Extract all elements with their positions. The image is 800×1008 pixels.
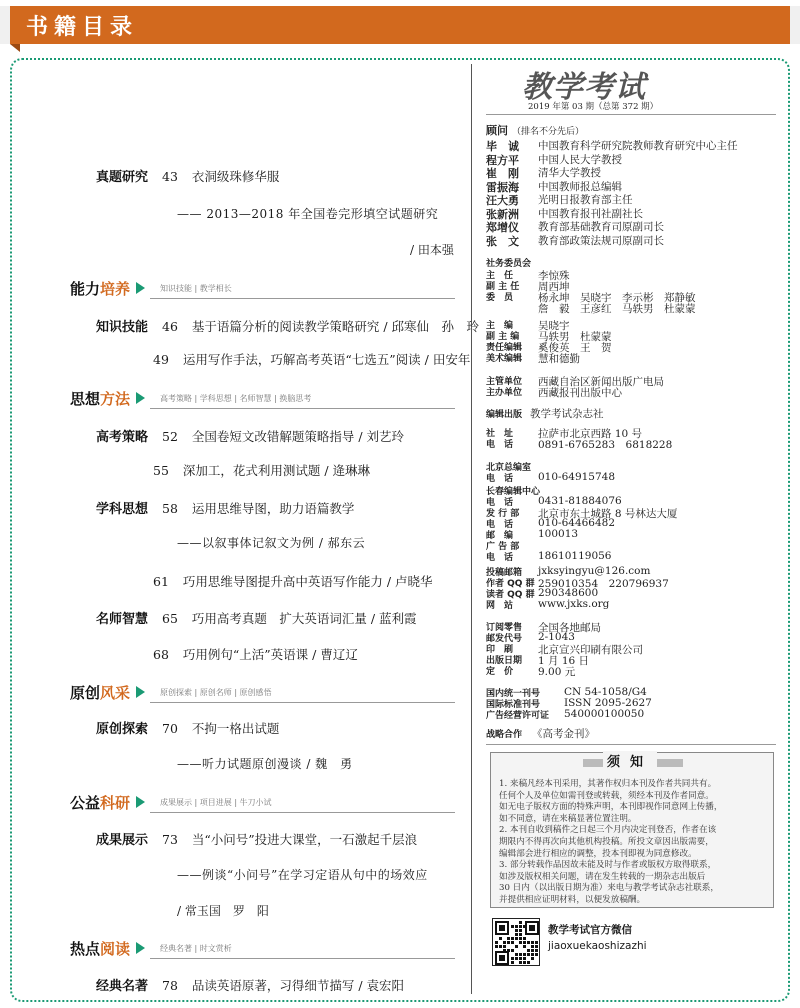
masthead-row-value: 100013 [538, 528, 579, 540]
notice-line: 如涉及版权相关问题，请在发生转载的一期杂志出版后 [499, 871, 706, 882]
qr-module [519, 957, 522, 960]
masthead-row-label: 作者 QQ 群 [486, 579, 535, 589]
qr-module [515, 957, 518, 960]
toc-title: 运用思维导图，助力语篇教学 [191, 501, 355, 516]
masthead-row-value: 西藏自治区新闻出版广电局 [538, 376, 664, 388]
qr-module [495, 941, 498, 944]
masthead-row-value: 教育部基础教育司原副司长 [538, 221, 664, 233]
section-tags: 原创探索 | 原创名师 | 原创感悟 [160, 688, 272, 697]
masthead-row-label: 出版日期 [486, 656, 523, 666]
qr-module [523, 953, 526, 956]
qr-module [499, 937, 502, 940]
masthead-row-label: 广告经营许可证 [486, 711, 550, 721]
qr-module [515, 937, 518, 940]
toc-title: 基于语篇分析的阅读教学策略研究 / 邱寒仙 孙 玲 [191, 319, 480, 334]
masthead-row [486, 385, 622, 399]
qr-module [511, 949, 514, 952]
beijing-heading: 北京总编室 [486, 463, 532, 473]
qr-module [503, 941, 506, 944]
masthead-row-label: 定 价 [486, 667, 514, 677]
masthead-row-value: 慧和德勤 [538, 353, 580, 365]
notice-line: 编辑部会进行相应的调整，投本刊即视为同意修改。 [499, 848, 697, 859]
section-rule [150, 702, 455, 703]
toc-entry[interactable] [96, 426, 404, 445]
masthead-row-label: 委 员 [486, 293, 514, 303]
qr-module [519, 925, 522, 928]
toc-page: 70 [162, 721, 178, 736]
qr-module [511, 961, 514, 964]
toc-entry[interactable] [96, 316, 479, 335]
masthead-row-value: jxksyingyu@126.com [538, 565, 651, 577]
masthead-logo: 教学考试 [522, 70, 646, 105]
masthead-row-value: 马轶男 杜蒙蒙 [538, 331, 612, 343]
masthead-row-label: 毕 诚 [486, 140, 519, 153]
masthead-row-label: 读者 QQ 群 [486, 590, 535, 600]
toc-entry[interactable] [153, 350, 470, 368]
toc-author: / 常玉国 罗 阳 [177, 904, 269, 918]
masthead-row-label: 订阅零售 [486, 623, 523, 633]
masthead-row-label: 投稿邮箱 [486, 568, 523, 578]
masthead-row-value: 周西坤 [538, 281, 570, 293]
masthead-row-value: 540000100050 [564, 708, 645, 720]
qr-module [519, 953, 522, 956]
section-header [70, 682, 455, 704]
qr-module [511, 957, 514, 960]
section-name: 能力培养 [70, 280, 131, 298]
qr-module [503, 949, 506, 952]
toc-category: 原创探索 [96, 722, 149, 737]
qr-module [519, 933, 522, 936]
toc-subtitle: ——听力试题原创漫谈 / 魏 勇 [177, 757, 353, 771]
masthead-row-label: 雷振海 [486, 180, 519, 194]
notice-line: 期限内不得再次向其他机构投稿。所投文章因出版需要， [499, 837, 714, 847]
publisher-row: 编辑出版 教学考试杂志社 [486, 408, 604, 420]
section-tags: 高考策略 | 学科思想 | 名师智慧 | 换脑思考 [160, 394, 312, 403]
toc-page: 58 [162, 501, 178, 516]
section-header [70, 938, 455, 960]
notice-line: 任何个人及单位如需刊登或转载，须经本刊及作者同意。 [499, 790, 714, 801]
toc-category: 学科思想 [96, 502, 149, 517]
toc-page: 61 [153, 574, 169, 589]
toc-page: 52 [162, 429, 178, 444]
masthead-row-value: 拉萨市北京西路 10 号 [538, 428, 643, 440]
masthead-row-value: ISSN 2095-2627 [564, 697, 652, 709]
notice-line: 3. 部分转载作品因故未能及时与作者或版权方取得联系， [499, 860, 717, 871]
masthead-row-value: CN 54-1058/G4 [564, 686, 647, 698]
qr-module [515, 945, 518, 948]
masthead-row-value: www.jxks.org [538, 598, 610, 610]
qr-module [535, 949, 538, 952]
toc-entry[interactable] [153, 645, 358, 663]
masthead-rule [486, 114, 776, 115]
masthead-row-label: 国际标准刊号 [486, 700, 541, 710]
masthead-row-label: 网 站 [486, 601, 514, 611]
toc-page: 43 [162, 169, 178, 184]
qr-finder [529, 925, 535, 931]
toc-title: 不拘一格出试题 [191, 721, 280, 736]
masthead-row [486, 351, 580, 365]
section-arrow-icon [136, 942, 145, 954]
qr-module [519, 941, 522, 944]
masthead-row-value: 290348600 [538, 587, 599, 599]
qr-module [527, 941, 530, 944]
section-arrow-icon [136, 796, 145, 808]
qr-finder [499, 955, 505, 961]
qr-module [523, 941, 526, 944]
masthead-row-label: 主办单位 [486, 388, 523, 398]
masthead-row [486, 471, 616, 484]
toc-category: 成果展示 [96, 833, 149, 848]
toc-page: 68 [153, 647, 169, 662]
qr-module [519, 937, 522, 940]
qr-module [531, 941, 534, 944]
masthead-row-value: 北京宣兴印刷有限公司 [538, 644, 643, 656]
toc-entry[interactable] [96, 608, 417, 627]
notice-line: 2. 本刊自收到稿件之日起三个月内决定刊登否，作者在该 [499, 825, 717, 836]
toc-page: 73 [162, 832, 178, 847]
masthead-row-label: 电 话 [486, 474, 514, 484]
masthead-row-label: 崔 刚 [486, 167, 519, 180]
toc-entry[interactable] [153, 461, 370, 479]
masthead-row-value: 010-64915748 [538, 471, 616, 483]
masthead-row-value: 詹 毅 王彦红 马轶男 杜蒙蒙 [538, 303, 696, 315]
masthead-row-label: 副 主 任 [486, 282, 520, 292]
masthead-row-label: 社 址 [486, 429, 514, 439]
section-rule [150, 298, 455, 299]
masthead-row-label: 电 话 [486, 440, 514, 450]
toc-entry[interactable] [96, 718, 279, 737]
notice-line: 1. 来稿凡经本刊采用，其著作权归本刊及作者共同共有。 [499, 779, 717, 789]
issue-number: 2019 年第 03 期（总第 372 期） [528, 102, 659, 112]
qr-module [531, 949, 534, 952]
masthead-row-label: 电 话 [486, 553, 514, 563]
masthead-row-value: 中国人民大学教授 [538, 153, 622, 166]
toc-page: 46 [162, 319, 178, 334]
qr-module [507, 941, 510, 944]
masthead-row-label: 主 编 [486, 321, 514, 331]
masthead-row-label: 国内统一刊号 [486, 689, 541, 699]
toc-category: 高考策略 [96, 430, 149, 445]
masthead-row [486, 598, 610, 611]
qr-module [507, 949, 510, 952]
masthead-row-label: 邮 编 [486, 531, 514, 541]
toc-entry[interactable] [96, 829, 417, 848]
qr-module [535, 941, 538, 944]
committee-heading: 社务委员会 [486, 259, 532, 269]
masthead-row-label: 责任编辑 [486, 343, 523, 353]
toc-title: 运用写作手法，巧解高考英语“七选五”阅读 / 田安年 [182, 352, 471, 367]
masthead-row-value: 9.00 元 [538, 666, 576, 678]
masthead-row-value: 李惊殊 [538, 270, 570, 282]
qr-module [531, 957, 534, 960]
notice-box [490, 752, 774, 908]
qr-module [523, 925, 526, 928]
section-tags: 经典名著 | 时文赏析 [160, 944, 232, 953]
qr-module [515, 933, 518, 936]
toc-subtitle: ——例谈“小问号”在学习定语从句中的场效应 [177, 868, 428, 882]
masthead-row-label: 副 主 编 [486, 332, 520, 342]
qr-module [519, 961, 522, 964]
qr-module [531, 945, 534, 948]
toc-title: 巧用思维导图提升高中英语写作能力 / 卢晓华 [182, 574, 433, 589]
qr-module [511, 937, 514, 940]
notice-line: 并提供相应证明材料，以便发放稿酬。 [499, 895, 646, 905]
toc-subtitle: —— 2013—2018 年全国卷完形填空试题研究 [177, 207, 439, 221]
toc-subtitle: ——以叙事体记叙文为例 / 郝东云 [177, 536, 366, 550]
masthead-row-label: 美术编辑 [486, 354, 523, 364]
advisors-heading: 顾问 （排名不分先后） [486, 124, 585, 137]
masthead-row [486, 233, 664, 249]
masthead-row-value: 中国教育科学研究院教师教育研究中心主任 [538, 140, 738, 152]
masthead-row-value: 1 月 16 日 [538, 655, 590, 667]
masthead-row-label: 印 刷 [486, 645, 514, 655]
masthead-row-label: 广 告 部 [486, 542, 520, 552]
masthead-row-label: 主管单位 [486, 377, 523, 387]
toc-title: 当“小问号”投进大课堂，一石激起千层浪 [191, 832, 418, 847]
masthead-row [486, 708, 645, 721]
masthead-row-label: 程方平 [486, 153, 519, 167]
qr-finder [499, 925, 505, 931]
toc-category: 经典名著 [96, 979, 149, 994]
toc-entry[interactable] [96, 498, 354, 517]
masthead-row [486, 550, 612, 563]
qr-module [523, 961, 526, 964]
column-divider [471, 64, 472, 994]
toc-title: 巧用高考真题 扩大英语词汇量 / 蓝利霞 [191, 611, 417, 626]
masthead-row [486, 437, 673, 451]
qr-module [527, 953, 530, 956]
toc-entry[interactable] [153, 572, 433, 590]
masthead-row [486, 290, 696, 304]
masthead-row-value: 西藏报刊出版中心 [538, 387, 622, 399]
wechat-label: 教学考试官方微信 [548, 924, 632, 936]
notice-header [583, 751, 683, 773]
section-header [70, 388, 455, 410]
toc-title: 深加工，花式利用测试题 / 逄琳琳 [182, 463, 371, 478]
partner-row: 战略合作 《高考金刊》 [486, 728, 596, 740]
toc-category: 名师智慧 [96, 612, 149, 627]
qr-module [515, 925, 518, 928]
qr-module [519, 929, 522, 932]
section-tags: 成果展示 | 项目进展 | 牛刀小试 [160, 798, 272, 807]
notice-line: 30 日内（以出版日期为准）来电与教学考试杂志社联系， [499, 883, 719, 894]
qr-code-icon [492, 918, 540, 966]
qr-module [507, 937, 510, 940]
qr-module [523, 957, 526, 960]
changchun-heading: 长春编辑中心 [486, 487, 541, 497]
section-name: 原创风采 [70, 684, 131, 702]
masthead-row-label: 主 任 [486, 271, 514, 281]
masthead-row-value: 259010354 220796937 [538, 578, 669, 590]
section-name: 热点阅读 [70, 940, 131, 958]
toc-category: 知识技能 [96, 320, 149, 335]
toc-page: 78 [162, 978, 178, 993]
qr-module [535, 953, 538, 956]
page-title: 书籍目录 [26, 15, 139, 40]
masthead-row-value: 光明日报教育部主任 [538, 194, 633, 206]
qr-module [535, 945, 538, 948]
masthead-row-value: 杨永坤 吴晓宇 李示彬 郑静敏 [538, 292, 696, 304]
toc-page: 49 [153, 352, 169, 367]
notice-heading: 须知 [603, 751, 657, 770]
masthead-row-value: 吴晓宇 [538, 320, 570, 332]
toc-title: 品读英语原著，习得细节描写 / 袁宏阳 [191, 978, 405, 993]
masthead-row-value: 奚俊英 王 贺 [538, 342, 612, 354]
qr-module [527, 961, 530, 964]
section-rule [150, 812, 455, 813]
masthead-row-value: 全国各地邮局 [538, 622, 601, 634]
section-arrow-icon [136, 392, 145, 404]
section-name: 思想方法 [70, 390, 131, 408]
masthead-row-label: 电 话 [486, 498, 514, 508]
notice-line: 如无电子版权方面的特殊声明，本刊即视作同意网上传播， [499, 802, 723, 813]
toc-title: 全国卷短文改错解题策略指导 / 刘艺玲 [191, 429, 405, 444]
toc-page: 55 [153, 463, 169, 478]
masthead-row-value: 0431-81884076 [538, 495, 622, 507]
masthead-row-label: 张 文 [486, 234, 519, 248]
masthead-row-value: 中国教育报刊社副社长 [538, 207, 643, 220]
section-name: 公益科研 [70, 794, 131, 812]
toc-author: / 田本强 [410, 243, 454, 257]
qr-module [511, 941, 514, 944]
masthead-row-value: 010-64466482 [538, 517, 616, 529]
qr-module [523, 937, 526, 940]
masthead-row-label: 汪大勇 [486, 194, 519, 207]
toc-category: 真题研究 [96, 170, 149, 185]
qr-module [495, 945, 498, 948]
masthead-row-label: 邮发代号 [486, 634, 523, 644]
section-tags: 知识技能 | 教学相长 [160, 284, 232, 293]
qr-module [531, 953, 534, 956]
masthead-row-label: 发 行 部 [486, 509, 520, 519]
section-header [70, 278, 455, 300]
section-rule [150, 958, 455, 959]
masthead-row-label: 电 话 [486, 520, 514, 530]
section-header [70, 792, 455, 814]
qr-module [519, 921, 522, 924]
masthead-row-value: 中国教师报总编辑 [538, 180, 622, 193]
masthead-row-label: 张新洲 [486, 207, 519, 221]
qr-module [523, 945, 526, 948]
notice-line: 如不同意，请在来稿显著位置注明。 [499, 813, 637, 824]
toc-entry[interactable] [96, 975, 404, 994]
qr-module [503, 945, 506, 948]
masthead-row-value: 2-1043 [538, 631, 575, 643]
masthead-row-value: 北京市东土城路 8 号林达大厦 [538, 508, 678, 520]
qr-module [515, 929, 518, 932]
masthead-row-value: 教育部政策法规司原副司长 [538, 234, 664, 247]
qr-module [499, 945, 502, 948]
qr-module [527, 949, 530, 952]
masthead-rule [486, 744, 776, 745]
masthead-row-value: 0891-6765283 6818228 [538, 439, 673, 451]
qr-module [511, 925, 514, 928]
masthead-row [486, 664, 576, 678]
masthead-row-value: 18610119056 [538, 550, 612, 562]
wechat-id: jiaoxuekaoshizazhi [548, 940, 647, 952]
toc-title: 衣洞级珠修华服 [191, 169, 280, 184]
toc-title: 巧用例句“上活”英语课 / 曹辽辽 [182, 647, 358, 662]
toc-page: 65 [162, 611, 178, 626]
toc-entry[interactable] [96, 166, 279, 185]
section-arrow-icon [136, 686, 145, 698]
section-arrow-icon [136, 282, 145, 294]
section-rule [150, 408, 455, 409]
masthead-row-value: 清华大学教授 [538, 167, 601, 179]
qr-module [515, 953, 518, 956]
masthead-row-label: 郑增仪 [486, 221, 519, 234]
